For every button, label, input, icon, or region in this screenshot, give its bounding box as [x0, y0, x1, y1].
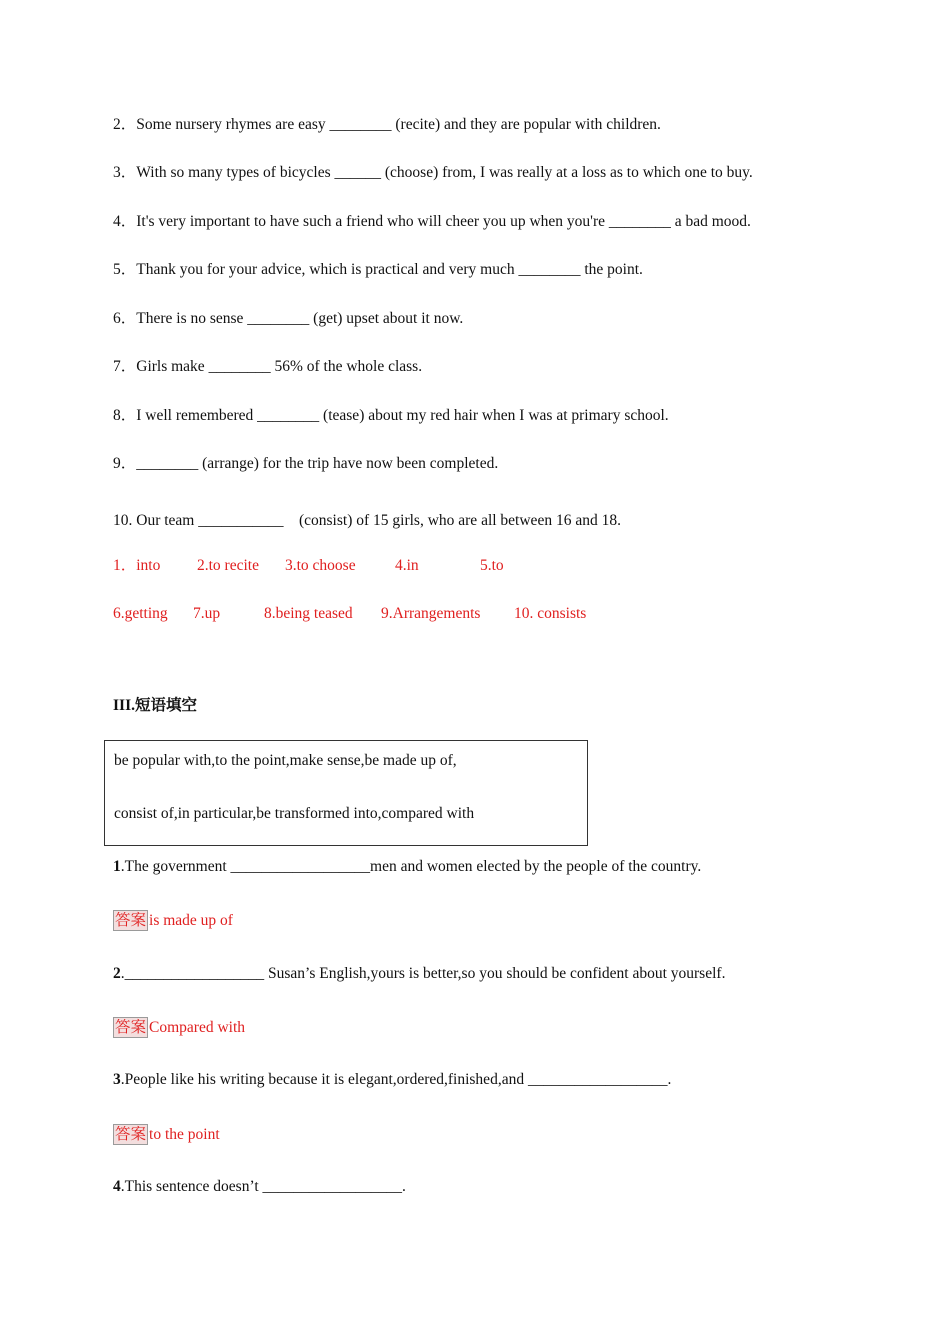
question-7: 7．Girls make ________ 56% of the whole class. [113, 358, 423, 375]
phrase-question-1 [113, 857, 701, 877]
question-text: .The government __________________men and women elected by the people of the country. [120, 858, 702, 875]
answer-1: 1．into [113, 557, 161, 574]
section-heading: III.短语填空 [113, 697, 197, 714]
phrase-answer-1 [113, 910, 233, 931]
answer-3: 3.to choose [285, 557, 356, 574]
answer-4: 4.in [395, 557, 419, 574]
question-4: 4．It's very important to have such a friend who will cheer you up when you're ________ a bad mood. [113, 213, 751, 230]
answer-tag: 答案 [115, 1019, 147, 1036]
answer-8: 8.being teased [264, 605, 353, 622]
question-10: 10. Our team ___________ (consist) of 15 girls, who are all between 16 and 18. [113, 512, 621, 529]
answer-text: is made up of [149, 912, 233, 929]
answer-text: Compared with [149, 1019, 246, 1036]
question-5: 5．Thank you for your advice, which is practical and very much ________ the point. [113, 261, 643, 278]
question-number: 1 [113, 858, 121, 875]
answers-row-2 [113, 604, 813, 624]
phrase-answer-2 [113, 1017, 245, 1038]
answer-tag: 答案 [115, 912, 147, 929]
question-text: .__________________ Susan’s English,yours is better,so you should be confident about yourself. [120, 965, 726, 982]
question-number: 3 [113, 1071, 121, 1088]
answer-5: 5.to [480, 557, 504, 574]
question-8: 8．I well remembered ________ (tease) about my red hair when I was at primary school. [113, 407, 669, 424]
answer-6: 6.getting [113, 605, 168, 622]
answer-tag: 答案 [115, 1126, 147, 1143]
question-number: 4 [113, 1178, 121, 1195]
answers-row-1 [113, 556, 813, 576]
answer-7: 7.up [193, 605, 221, 622]
word-box [104, 740, 588, 846]
question-2: 2．Some nursery rhymes are easy ________ (recite) and they are popular with children. [113, 116, 661, 133]
word-box-line-1: be popular with,to the point,make sense,be made up of, [114, 752, 457, 769]
answer-2: 2.to recite [197, 557, 259, 574]
question-number: 2 [113, 965, 121, 982]
question-6: 6．There is no sense ________ (get) upset about it now. [113, 310, 464, 327]
phrase-answer-3 [113, 1124, 220, 1145]
question-text: .This sentence doesn’t __________________. [120, 1178, 406, 1195]
answer-text: to the point [149, 1126, 220, 1143]
word-box-line-2: consist of,in particular,be transformed into,compared with [114, 805, 475, 822]
answer-10: 10. consists [514, 605, 587, 622]
question-9: 9．________ (arrange) for the trip have now been completed. [113, 455, 499, 472]
answer-9: 9.Arrangements [381, 605, 481, 622]
phrase-question-2 [113, 964, 725, 984]
phrase-question-3 [113, 1070, 671, 1090]
phrase-question-4 [113, 1177, 406, 1197]
question-text: .People like his writing because it is elegant,ordered,finished,and __________________. [120, 1071, 672, 1088]
question-3: 3．With so many types of bicycles ______ (choose) from, I was really at a loss as to which one to buy. [113, 164, 753, 181]
